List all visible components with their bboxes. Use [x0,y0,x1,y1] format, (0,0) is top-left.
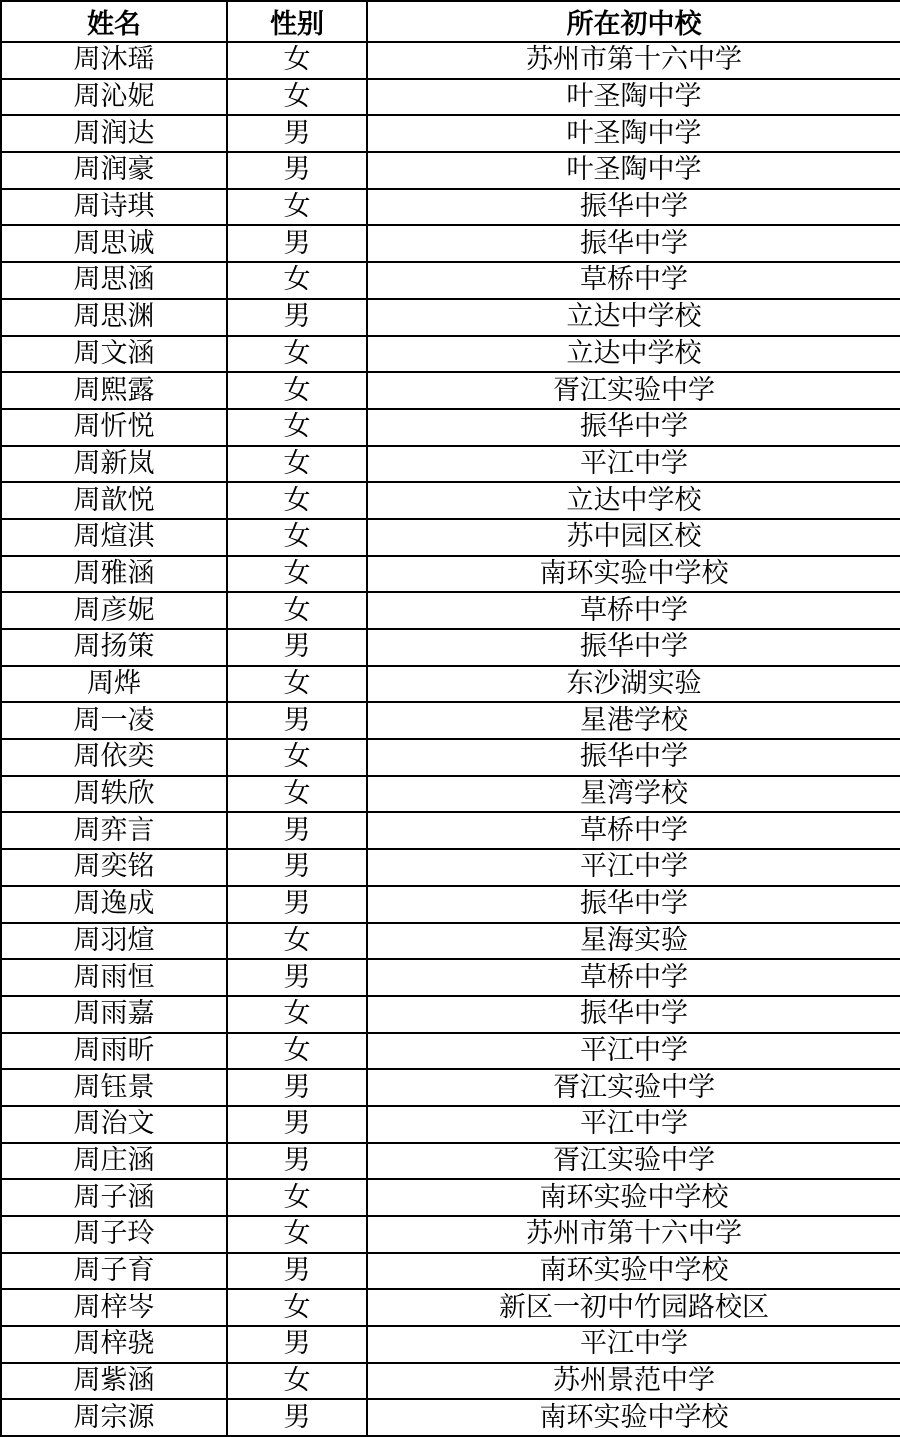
gender-cell: 女 [227,446,367,483]
gender-cell: 女 [227,556,367,593]
table-row [1,42,900,79]
student-name-cell: 周忻悦 [1,409,227,446]
gender-cell: 男 [227,959,367,996]
school-cell: 胥江实验中学 [367,1069,900,1106]
school-cell: 新区一初中竹园路校区 [367,1289,900,1326]
student-name-cell: 周子育 [1,1253,227,1290]
table-row [1,1289,900,1326]
student-name-cell: 周熙露 [1,372,227,409]
school-cell: 草桥中学 [367,592,900,629]
table-row [1,923,900,960]
table-row [1,776,900,813]
student-name-cell: 周梓骁 [1,1326,227,1363]
school-cell: 胥江实验中学 [367,1143,900,1180]
student-name-cell: 周思涵 [1,262,227,299]
table-row [1,482,900,519]
table-row [1,1069,900,1106]
student-name-cell: 周沐瑶 [1,42,227,79]
school-cell: 叶圣陶中学 [367,152,900,189]
school-cell: 平江中学 [367,1106,900,1143]
table-row [1,1143,900,1180]
table-row [1,1216,900,1253]
table-row [1,1106,900,1143]
student-name-cell: 周庄涵 [1,1143,227,1180]
gender-cell: 女 [227,409,367,446]
student-name-cell: 周宗源 [1,1399,227,1436]
gender-cell: 女 [227,42,367,79]
student-name-cell: 周逸成 [1,886,227,923]
school-cell: 振华中学 [367,739,900,776]
gender-cell: 男 [227,1326,367,1363]
gender-cell: 女 [227,776,367,813]
school-cell: 苏州市第十六中学 [367,1216,900,1253]
student-name-cell: 周雨恒 [1,959,227,996]
school-cell: 星湾学校 [367,776,900,813]
gender-cell: 男 [227,1399,367,1436]
student-name-cell: 周一凌 [1,702,227,739]
gender-cell: 男 [227,812,367,849]
school-cell: 振华中学 [367,996,900,1033]
table-row [1,1253,900,1290]
student-name-cell: 周治文 [1,1106,227,1143]
gender-cell: 女 [227,262,367,299]
school-cell: 平江中学 [367,446,900,483]
student-name-cell: 周雨昕 [1,1033,227,1070]
student-name-cell: 周沁妮 [1,79,227,116]
gender-cell: 女 [227,666,367,703]
header-school: 所在初中校 [367,1,900,42]
table-row [1,629,900,666]
student-name-cell: 周新岚 [1,446,227,483]
school-cell: 振华中学 [367,189,900,226]
student-name-cell: 周润豪 [1,152,227,189]
gender-cell: 男 [227,1106,367,1143]
gender-cell: 女 [227,923,367,960]
gender-cell: 女 [227,1179,367,1216]
gender-cell: 女 [227,1363,367,1400]
table-row [1,1179,900,1216]
school-cell: 立达中学校 [367,482,900,519]
table-row [1,592,900,629]
table-row [1,556,900,593]
student-name-cell: 周煊淇 [1,519,227,556]
student-name-cell: 周轶欣 [1,776,227,813]
student-name-cell: 周紫涵 [1,1363,227,1400]
student-name-cell: 周扬策 [1,629,227,666]
school-cell: 草桥中学 [367,812,900,849]
student-name-cell: 周诗琪 [1,189,227,226]
gender-cell: 女 [227,372,367,409]
school-cell: 南环实验中学校 [367,556,900,593]
gender-cell: 女 [227,189,367,226]
gender-cell: 男 [227,849,367,886]
table-row [1,1033,900,1070]
table-row [1,996,900,1033]
table-row [1,189,900,226]
table-row [1,299,900,336]
school-cell: 星海实验 [367,923,900,960]
school-cell: 立达中学校 [367,336,900,373]
gender-cell: 女 [227,519,367,556]
gender-cell: 女 [227,1216,367,1253]
school-cell: 南环实验中学校 [367,1399,900,1436]
gender-cell: 男 [227,1069,367,1106]
school-cell: 振华中学 [367,409,900,446]
gender-cell: 女 [227,739,367,776]
school-cell: 平江中学 [367,1326,900,1363]
school-cell: 苏州市第十六中学 [367,42,900,79]
table-row [1,519,900,556]
table-row [1,812,900,849]
school-cell: 振华中学 [367,886,900,923]
table-row [1,1399,900,1436]
school-cell: 立达中学校 [367,299,900,336]
gender-cell: 男 [227,1253,367,1290]
school-cell: 胥江实验中学 [367,372,900,409]
table-row [1,849,900,886]
gender-cell: 女 [227,996,367,1033]
student-name-cell: 周子玲 [1,1216,227,1253]
gender-cell: 女 [227,1033,367,1070]
student-name-cell: 周雨嘉 [1,996,227,1033]
table-row [1,702,900,739]
student-name-cell: 周奕铭 [1,849,227,886]
school-cell: 叶圣陶中学 [367,115,900,152]
student-name-cell: 周梓岑 [1,1289,227,1326]
student-name-cell: 周文涵 [1,336,227,373]
gender-cell: 男 [227,299,367,336]
school-cell: 南环实验中学校 [367,1253,900,1290]
table-row [1,372,900,409]
gender-cell: 男 [227,1143,367,1180]
school-cell: 草桥中学 [367,959,900,996]
school-cell: 星港学校 [367,702,900,739]
student-name-cell: 周羽煊 [1,923,227,960]
gender-cell: 男 [227,115,367,152]
table-row [1,409,900,446]
header-gender: 性别 [227,1,367,42]
student-name-cell: 周思渊 [1,299,227,336]
school-cell: 平江中学 [367,1033,900,1070]
table-row [1,1363,900,1400]
gender-cell: 男 [227,152,367,189]
school-cell: 振华中学 [367,629,900,666]
table-row [1,886,900,923]
gender-cell: 女 [227,336,367,373]
gender-cell: 女 [227,79,367,116]
student-name-cell: 周思诚 [1,225,227,262]
school-cell: 叶圣陶中学 [367,79,900,116]
student-name-cell: 周子涵 [1,1179,227,1216]
table-header-row [1,1,900,42]
school-cell: 东沙湖实验 [367,666,900,703]
student-name-cell: 周钰景 [1,1069,227,1106]
student-name-cell: 周彦妮 [1,592,227,629]
table-row [1,959,900,996]
table-row [1,152,900,189]
table-row [1,666,900,703]
school-cell: 南环实验中学校 [367,1179,900,1216]
student-name-cell: 周烨 [1,666,227,703]
table-row [1,739,900,776]
school-cell: 苏中园区校 [367,519,900,556]
school-cell: 苏州景范中学 [367,1363,900,1400]
gender-cell: 女 [227,592,367,629]
table-row [1,336,900,373]
student-name-cell: 周雅涵 [1,556,227,593]
school-cell: 振华中学 [367,225,900,262]
school-cell: 平江中学 [367,849,900,886]
gender-cell: 男 [227,629,367,666]
gender-cell: 男 [227,886,367,923]
table-row [1,1326,900,1363]
table-row [1,446,900,483]
table-row [1,225,900,262]
student-name-cell: 周弈言 [1,812,227,849]
header-name: 姓名 [1,1,227,42]
school-cell: 草桥中学 [367,262,900,299]
table-row [1,262,900,299]
gender-cell: 男 [227,702,367,739]
student-name-cell: 周依奕 [1,739,227,776]
gender-cell: 男 [227,225,367,262]
table-row [1,115,900,152]
gender-cell: 女 [227,1289,367,1326]
student-name-cell: 周润达 [1,115,227,152]
table-row [1,79,900,116]
gender-cell: 女 [227,482,367,519]
student-name-cell: 周歆悦 [1,482,227,519]
